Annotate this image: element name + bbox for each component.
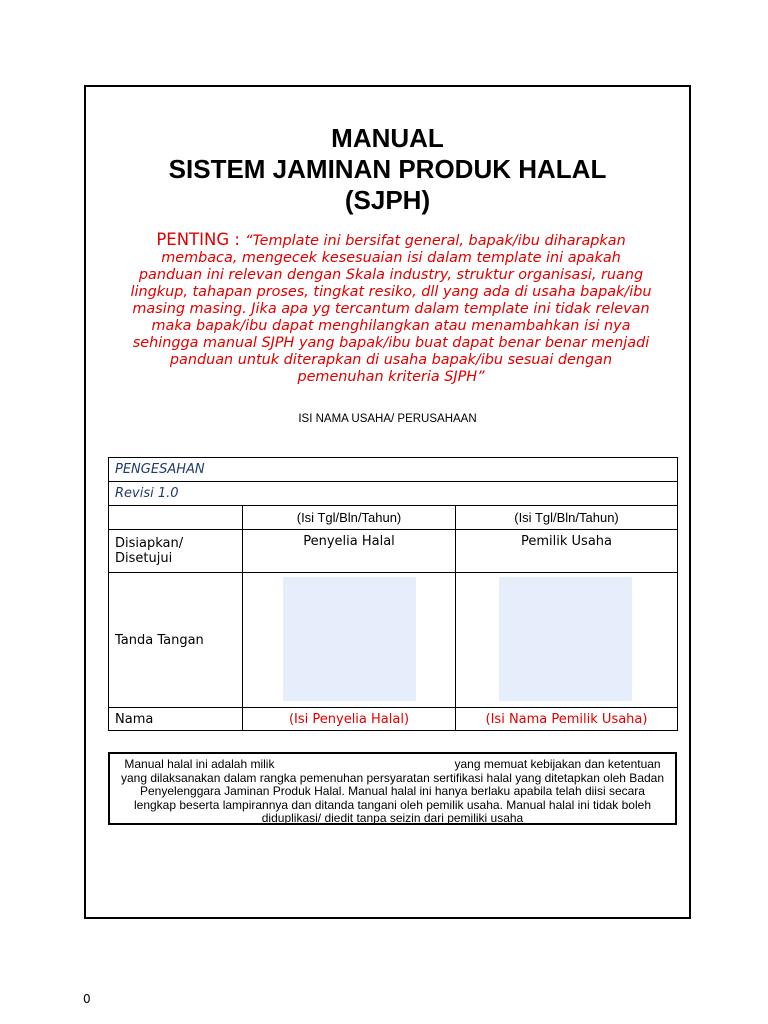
role-row-label: Disiapkan/ Disetujui <box>109 530 243 573</box>
name-row-label: Nama <box>109 708 243 731</box>
role-supervisor: Penyelia Halal <box>243 530 456 573</box>
name-owner[interactable]: (Isi Nama Pemilik Usaha) <box>456 708 678 731</box>
title-line-2: SISTEM JAMINAN PRODUK HALAL <box>168 154 607 184</box>
revision-label: Revisi 1.0 <box>109 482 678 506</box>
signature-row-label: Tanda Tangan <box>109 573 243 708</box>
title-line-1: MANUAL <box>331 123 444 153</box>
ownership-disclaimer <box>108 752 677 825</box>
date-cell-owner[interactable]: (Isi Tgl/Bln/Tahun) <box>456 506 678 530</box>
cover-frame <box>84 85 691 919</box>
page-number: 0 <box>83 992 91 1006</box>
company-name-placeholder[interactable]: ISI NAMA USAHA/ PERUSAHAAN <box>298 413 477 425</box>
important-notice <box>130 231 652 386</box>
signature-box-supervisor[interactable] <box>283 577 416 701</box>
approval-header: PENGESAHAN <box>109 458 678 482</box>
date-empty-cell <box>109 506 243 530</box>
role-owner: Pemilik Usaha <box>456 530 678 573</box>
approval-table <box>108 457 678 731</box>
signature-box-owner[interactable] <box>499 577 632 701</box>
notice-text: “Template ini bersifat general, bapak/ibu diharapkan membaca, mengecek kesesuaian isi dalam template ini apakah panduan ini relevan dengan Skala industry, struktur organisasi, ruang lingkup, tahapan proses, tingkat resiko, dll yang ada di usaha bapak/ibu masing masing. Jika apa yg tercantum dalam template ini tidak relevan maka bapak/ibu dapat menghilangkan atau menambahkan isi nya sehingga manual SJPH yang bapak/ibu buat dapat benar benar menjadi panduan untuk diterapkan di usaha bapak/ibu sesuai dengan pemenuhan kriteria SJPH” <box>130 233 652 385</box>
date-cell-supervisor[interactable]: (Isi Tgl/Bln/Tahun) <box>243 506 456 530</box>
disclaimer-part-2: yang memuat kebijakan dan ketentuan yang dilaksanakan dalam rangka pemenuhan persyaratan sertifikasi halal yang ditetapkan oleh Badan Penyelenggara Jaminan Produk Halal. Manual halal ini hanya berlaku apabila telah diisi secara lengkap beserta lampirannya dan ditanda tangani oleh pemilik usaha. Manual halal ini tidak boleh diduplikasi/ diedit tanpa seizin dari pemiliki usaha <box>120 757 665 825</box>
signature-cell-supervisor[interactable] <box>243 573 456 708</box>
disclaimer-part-1: Manual halal ini adalah milik <box>124 757 275 771</box>
title-line-3: (SJPH) <box>344 185 431 215</box>
notice-label: PENTING : <box>156 230 246 249</box>
name-supervisor[interactable]: (Isi Penyelia Halal) <box>243 708 456 731</box>
signature-cell-owner[interactable] <box>456 573 678 708</box>
